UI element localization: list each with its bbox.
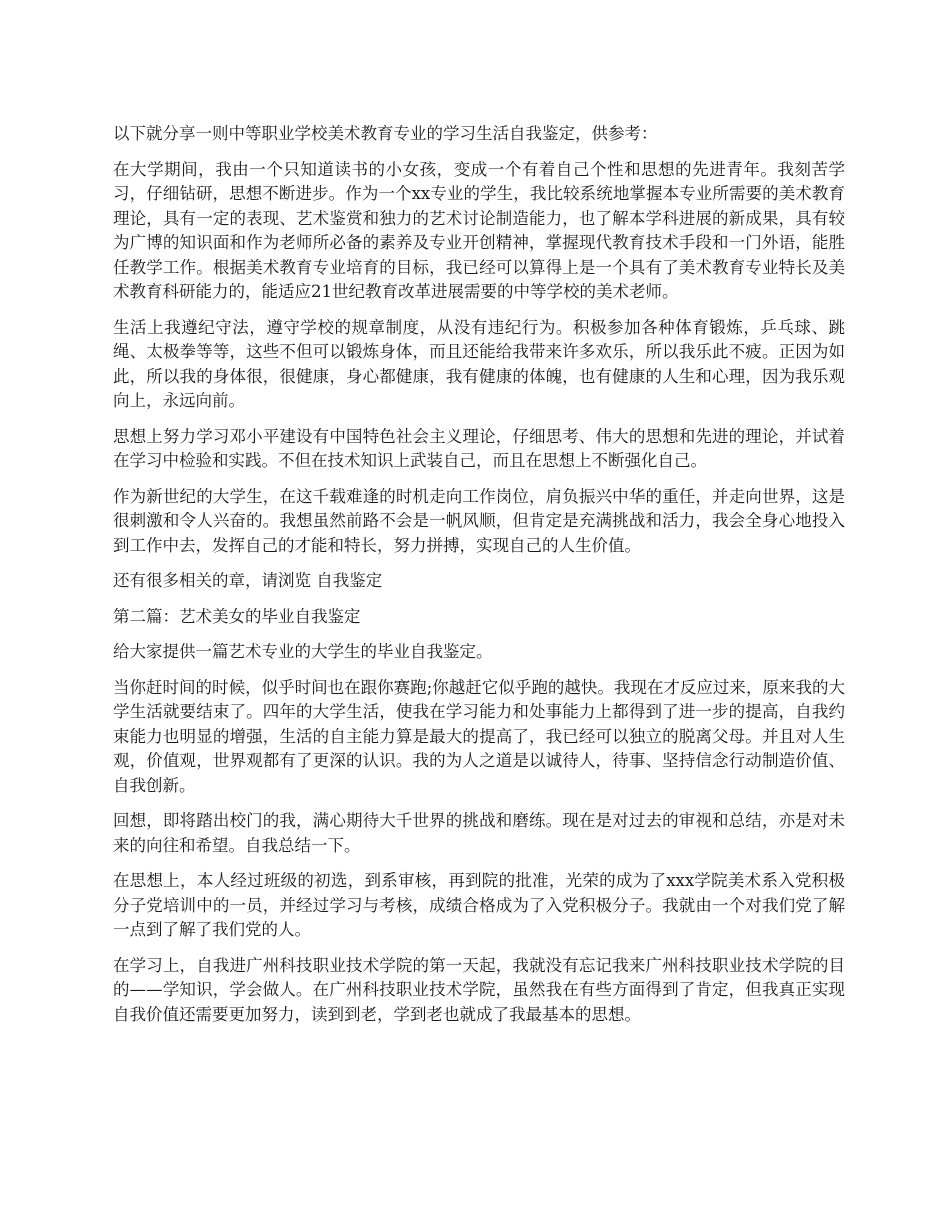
body-paragraph: 在学习上，自我进广州科技职业技术学院的第一天起，我就没有忘记我来广州科技职业技术学院的目的——学知识，学会做人。在广州科技职业技术学院，虽然我在有些方面得到了肯定，但我真正实现自我价值还需要更加努力，读到到老，学到老也就成了我最基本的思想。 [113, 955, 845, 1024]
intro-paragraph: 以下就分享一则中等职业学校美术教育专业的学习生活自我鉴定，供参考： [113, 124, 658, 143]
body-paragraph: 作为新世纪的大学生，在这千载难逢的时机走向工作岗位，肩负振兴中华的重任，并走向世界，这是很刺激和令人兴奋的。我想虽然前路不会是一帆风顺，但肯定是充满挑战和活力，我会全身心地投入到工作中去，发挥自己的才能和特长，努力拼搏，实现自己的人生价值。 [113, 486, 845, 555]
body-paragraph: 在大学期间，我由一个只知道读书的小女孩，变成一个有着自己个性和思想的先进青年。我刻苦学习，仔细钻研，思想不断进步。作为一个xx专业的学生，我比较系统地掌握本专业所需要的美术教育理论，具有一定的表现、艺术鉴赏和独力的艺术讨论制造能力，也了解本学科进展的新成果，具有较为广博的知识面和作为老师所必备的素养及专业开创精神，掌握现代教育技术手段和一门外语，能胜任教学工作。根据美术教育专业培育的目标，我已经可以算得上是一个具有了美术教育专业特长及美术教育科研能力的，能适应21世纪教育改革进展需要的中等学校的美术老师。 [113, 159, 845, 301]
body-paragraph: 生活上我遵纪守法，遵守学校的规章制度，从没有违纪行为。积极参加各种体育锻炼，乒乓球、跳绳、太极拳等等，这些不但可以锻炼身体，而且还能给我带来许多欢乐，所以我乐此不疲。正因为如此，所以我的身体很，很健康，身心都健康，我有健康的体魄，也有健康的人生和心理，因为我乐观向上，永远向前。 [113, 317, 845, 410]
body-paragraph: 思想上努力学习邓小平建设有中国特色社会主义理论，仔细思考、伟大的思想和先进的理论，并试着在学习中检验和实践。不但在技术知识上武装自己，而且在思想上不断强化自己。 [113, 426, 845, 470]
section-heading: 第二篇：艺术美女的毕业自我鉴定 [113, 606, 361, 626]
body-paragraph: 回想，即将踏出校门的我，满心期待大千世界的挑战和磨练。现在是对过去的审视和总结，亦是对未来的向往和希望。自我总结一下。 [113, 811, 845, 855]
body-paragraph: 给大家提供一篇艺术专业的大学生的毕业自我鉴定。 [113, 642, 493, 661]
body-paragraph: 当你赶时间的时候，似乎时间也在跟你赛跑;你越赶它似乎跑的越快。我现在才反应过来，原来我的大学生活就要结束了。四年的大学生活，使我在学习能力和处事能力上都得到了进一步的提高，自我约束能力也明显的增强，生活的自主能力算是最大的提高了，我已经可以独立的脱离父母。并且对人生观，价值观，世界观都有了更深的认识。我的为人之道是以诚待人，待事、坚持信念行动制造价值、自我创新。 [113, 677, 845, 795]
document-body [113, 122, 845, 1038]
related-note: 还有很多相关的章，请浏览 自我鉴定 [113, 571, 383, 590]
body-paragraph: 在思想上，本人经过班级的初选，到系审核，再到院的批准，光荣的成为了xxx学院美术系入党积极分子党培训中的一员，并经过学习与考核，成绩合格成为了入党积极分子。我就由一个对我们党了解一点到了解了我们党的人。 [113, 871, 845, 939]
